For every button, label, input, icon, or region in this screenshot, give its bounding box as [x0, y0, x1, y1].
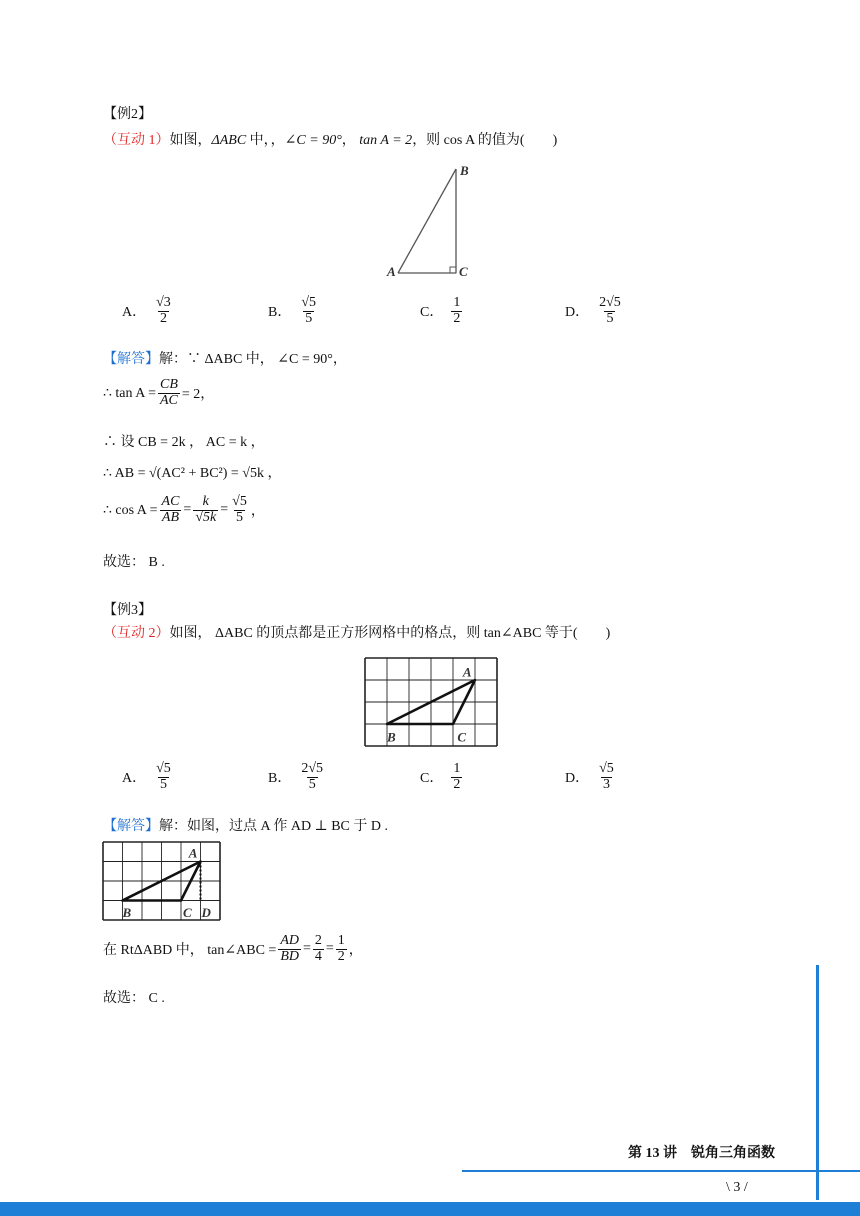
- answer-line: 故选： C .: [103, 991, 165, 1006]
- vertex-label-b: B: [387, 729, 396, 745]
- solution-text: ，: [250, 504, 265, 520]
- denominator: 5: [235, 509, 243, 525]
- option-letter: A．: [122, 771, 147, 787]
- solution-text: 在 RtΔABD 中， tan∠ABC =: [103, 943, 277, 959]
- numerator: 2√5: [301, 761, 324, 776]
- solution-text: 解：∵ ΔABC 中， ∠C = 90°，: [159, 352, 347, 367]
- option-letter: D．: [565, 305, 590, 321]
- solution-line-3: ∴ 设 CB = 2k ， AC = k ，: [103, 435, 265, 450]
- option-a[interactable]: [122, 296, 175, 326]
- vertex-label-d: D: [201, 905, 211, 921]
- option-fraction: [154, 296, 173, 326]
- option-fraction: [154, 762, 173, 792]
- solution-line-1: [103, 348, 347, 368]
- example2-title: 【例2】: [103, 107, 152, 122]
- numerator: √5: [599, 761, 614, 776]
- denominator: AB: [161, 509, 180, 525]
- question-text: ，则 cos A 的值为( ): [412, 133, 558, 148]
- numerator: 1: [337, 933, 345, 948]
- numerator: √3: [156, 295, 171, 310]
- footer-vertical-rule: [816, 965, 819, 1200]
- vertex-label-b: B: [122, 905, 132, 921]
- question-text: 如图，: [169, 133, 212, 148]
- solution-tag: 【解答】: [103, 819, 159, 834]
- option-fraction: [451, 296, 462, 326]
- solution-line-2: [103, 378, 214, 408]
- option-fraction: [299, 296, 318, 326]
- answer-line: 故选： B .: [103, 555, 165, 570]
- question-text: 中，: [246, 133, 271, 148]
- side-ab: [398, 169, 456, 273]
- solution-tag: 【解答】: [103, 352, 159, 367]
- option-letter: D．: [565, 771, 590, 787]
- option-letter: C．: [420, 771, 444, 787]
- vertex-label-a: A: [188, 845, 198, 861]
- denominator: √5k: [195, 509, 217, 525]
- option-letter: C．: [420, 305, 444, 321]
- option-fraction: [597, 762, 616, 792]
- vertex-label-a: A: [462, 664, 472, 680]
- page-number: \ 3 /: [726, 1180, 748, 1195]
- solution-text: = 2，: [181, 387, 215, 403]
- numerator: 2√5: [599, 295, 621, 310]
- fraction: [158, 378, 180, 408]
- vertex-label-a: A: [387, 264, 396, 279]
- numerator: k: [202, 494, 209, 509]
- fraction: [278, 934, 301, 964]
- option-d[interactable]: [565, 762, 618, 792]
- option-letter: B．: [268, 305, 292, 321]
- numerator: √5: [232, 494, 247, 509]
- equals-sign: =: [183, 502, 192, 518]
- grid-figure-with-altitude: [100, 840, 225, 922]
- interaction-tag: （互动 1）: [103, 133, 170, 148]
- solution-text: ∴ tan A =: [103, 385, 156, 401]
- fraction: [336, 934, 347, 964]
- equals-sign: =: [220, 502, 229, 518]
- solution-line-2: [103, 934, 363, 964]
- example3-title: 【例3】: [103, 603, 152, 618]
- vertex-label-b: B: [460, 163, 469, 178]
- option-fraction: [299, 762, 325, 792]
- solution-text: 解：如图，过点 A 作 AD ⊥ BC 于 D .: [159, 819, 389, 834]
- option-letter: A．: [122, 305, 147, 321]
- numerator: √5: [156, 761, 171, 776]
- vertex-label-c: C: [457, 729, 467, 745]
- solution-text: ∴ cos A =: [103, 502, 158, 518]
- denominator: AC: [159, 392, 178, 408]
- right-angle-mark: [450, 267, 456, 273]
- option-d[interactable]: [565, 296, 625, 326]
- equals-sign: =: [302, 941, 311, 957]
- denominator: 4: [314, 948, 322, 964]
- option-c[interactable]: [420, 296, 464, 326]
- denominator: 5: [305, 310, 313, 326]
- option-c[interactable]: [420, 762, 464, 792]
- numerator: 1: [453, 761, 461, 776]
- denominator: 2: [337, 948, 345, 964]
- option-b[interactable]: [268, 762, 327, 792]
- fraction: [313, 934, 324, 964]
- triangle-figure: [380, 155, 480, 285]
- question-text: tan A = 2: [359, 133, 413, 148]
- numerator: CB: [159, 377, 178, 392]
- denominator: 2: [453, 310, 461, 326]
- solution-line-5: [103, 495, 265, 525]
- denominator: 2: [453, 776, 461, 792]
- equals-sign: =: [325, 941, 334, 957]
- option-fraction: [597, 296, 623, 326]
- grid-figure: [360, 654, 502, 749]
- numerator: 2: [314, 933, 322, 948]
- footer-title: 第 13 讲 锐角三角函数: [628, 1146, 775, 1161]
- question-text: ∠C = 90°: [284, 133, 342, 148]
- footer-bottom-band: [0, 1202, 860, 1216]
- example3-question: [103, 622, 610, 642]
- solution-text: ，: [348, 943, 363, 959]
- fraction: [160, 495, 182, 525]
- denominator: 5: [159, 776, 167, 792]
- fraction: [193, 495, 218, 525]
- option-letter: B．: [268, 771, 292, 787]
- option-b[interactable]: [268, 296, 320, 326]
- option-a[interactable]: [122, 762, 175, 792]
- question-text: 如图， ΔABC 的顶点都是正方形网格中的格点，则 tan∠ABC 等于( ): [169, 626, 611, 641]
- question-text: ΔABC: [211, 133, 247, 148]
- vertex-label-c: C: [459, 264, 468, 279]
- denominator: 3: [602, 776, 610, 792]
- solution-line-1: [103, 815, 388, 835]
- numerator: AD: [280, 933, 299, 948]
- numerator: 1: [453, 295, 461, 310]
- denominator: 5: [606, 310, 614, 326]
- footer-horizontal-rule: [462, 1170, 860, 1172]
- vertex-label-c: C: [182, 905, 192, 921]
- numerator: AC: [161, 494, 180, 509]
- denominator: 5: [308, 776, 316, 792]
- interaction-tag: （互动 2）: [103, 626, 170, 641]
- denominator: 2: [159, 310, 167, 326]
- solution-line-4: ∴ AB = √(AC² + BC²) = √5k ，: [103, 466, 282, 481]
- option-fraction: [451, 762, 462, 792]
- denominator: BD: [280, 948, 299, 964]
- example2-question: （互动 1）如图，ΔABC 中，，∠C = 90°， tan A = 2，则 cos A 的值为( ): [103, 133, 558, 148]
- fraction: [230, 495, 249, 525]
- numerator: √5: [301, 295, 317, 310]
